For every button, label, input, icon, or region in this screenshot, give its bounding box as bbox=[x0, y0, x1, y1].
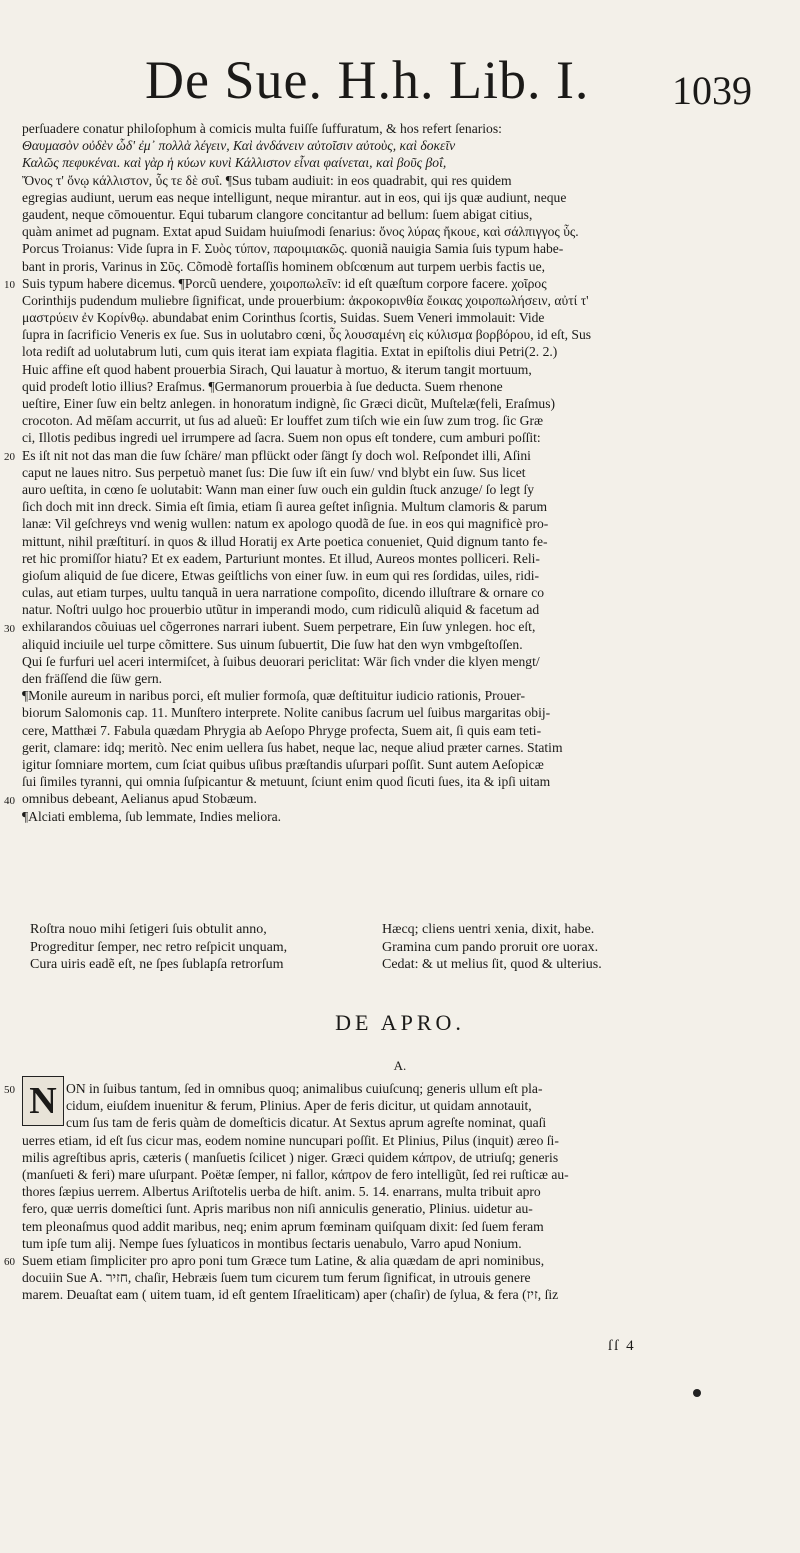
verse-line: Cedat: & ut melius ſit, quod & ulterius. bbox=[382, 957, 602, 972]
text-line: lota rediſt ad uolutabrum luti, cum quis iterat iam expiata flagitia. Extat in epiſtolis diui Petri(2. 2.) bbox=[22, 344, 558, 360]
margin-line-number: 40 bbox=[4, 794, 15, 807]
text-line: lanæ: Vil geſchreys vnd wenig wullen: natum ex apologo quodã de ſue. in eos qui magnificè pro- bbox=[22, 516, 549, 532]
text-line: ¶Monile aureum in naribus porci, eſt mulier formoſa, quæ deſtituitur iudicio rationis, Prouer- bbox=[22, 688, 526, 704]
text-line: uerres etiam, id eſt ſus cicur mas, eodem nomine nuncupari poſſit. Et Plinius, Pilus (inquit) æreo ſi- bbox=[22, 1132, 559, 1148]
text-line: igitur ſomniare mortem, cum ſciat quibus uſibus præſtandis uſurpari poſſit. Sunt autem Aeſopicæ bbox=[22, 756, 544, 772]
text-line: omnibus debeant, Aelianus apud Stobæum. bbox=[22, 791, 257, 807]
section-heading: DE APRO. bbox=[335, 1010, 465, 1035]
text-line: Suis typum habere dicemus. ¶Porcũ uendere, χοιροπωλεῖν: id eſt quæſtum corpore facere. χοῖρος bbox=[22, 275, 547, 291]
text-line: natur. Noſtri uulgo hoc prouerbio utũtur in imperandi modo, cum ridiculũ aliquid & facetum ad bbox=[22, 602, 540, 618]
text-line: perſuadere conatur philoſophum à comicis multa fuiſſe ſuffuratum, & hos refert ſenarios: bbox=[22, 121, 502, 136]
text-line: cere, Matthæi 7. Fabula quædam Phrygia ab Aeſopo Phryge profecta, Suem ait, ſi quis eam teti- bbox=[22, 722, 542, 738]
text-line: den fräſſend die ſüw gern. bbox=[22, 671, 163, 686]
running-title: De Sue. H.h. Lib. I. bbox=[145, 50, 590, 110]
text-line: ci, Illotis pedibus ingredi uel irrumpere ad ſacra. Suem non opus eſt tondere, cum amburi poſſit: bbox=[22, 430, 541, 446]
text-line: tum ipſe tum alij. Nempe ſues ſyluaticos in montibus ſectaris uenabulo, Varro apud Nonium. bbox=[22, 1235, 522, 1251]
text-line: ¶Alciati emblema, ſub lemmate, Indies meliora. bbox=[22, 808, 282, 824]
text-line: Qui ſe furfuri uel aceri intermiſcet, à ſuibus deuorari periclitat: Wär ſich vnder die klyen mengt/ bbox=[22, 653, 540, 669]
text-line: ueſtire, Einer ſuw ein beltz anlegen. in honoratum indignè, ſic Græci dicũt, Muſtelæ(feli, Eraſmus) bbox=[22, 396, 556, 411]
text-line: mittunt, nihil præſtiturí. in quos & illud Horatij ex Arte poetica conueniet, Quid dignum tanto fe- bbox=[22, 533, 548, 549]
text-line: bant in proris, Varinus in Σῦς. Cõmodè fortaſſis hominem obſcœnum aut turpem uerbis factis ue, bbox=[22, 258, 546, 274]
text-line: milis agreſtibus apris, cæteris ( manſuetis ſcilicet ) niger. Græci quidem κάπρον, de utriuſq; generis bbox=[22, 1149, 559, 1165]
apro-text-block bbox=[4, 1080, 780, 1303]
text-line: μαστρύειν ἐν Κορίνθῳ. abundabat enim Corinthus ſcortis, Suidas. Suem Veneri immolauit: Vide bbox=[22, 310, 545, 326]
verse-line: Roſtra nouo mihi ſetigeri ſuis obtulit anno, bbox=[30, 922, 267, 937]
margin-line-number: 10 bbox=[4, 278, 15, 291]
text-line: crocoton. Ad mēſam accurrit, ut ſus ad alueũ: Er louffet zum tiſch wie ein ſuw zum trog. ſic Græ bbox=[22, 413, 544, 429]
text-line: ſupra in ſacrificio Veneris ex ſue. Sus in uolutabro cœni, ὗς λουσαμένη εἰς κύλισμα βορβόρου, id eſt, Sus bbox=[22, 327, 592, 343]
text-line: cum ſus tam de feris quàm de domeſticis dicatur. At Sextus aprum agreſte nominat, quaſi bbox=[66, 1115, 547, 1131]
ink-dot bbox=[693, 1389, 701, 1397]
margin-line-number: 50 bbox=[4, 1084, 15, 1096]
signature-mark: ſſ 4 bbox=[608, 1338, 636, 1354]
verse-line: Progreditur ſemper, nec retro reſpicit unquam, bbox=[30, 939, 288, 955]
text-line: Καλῶς πεφυκέναι. καὶ γὰρ ἡ κύων κυνὶ Κάλλιστον εἶναι φαίνεται, καὶ βοῦς βοΐ, bbox=[22, 155, 447, 171]
text-line: Es iſt nit not das man die ſuw ſchäre/ man pflückt oder ſängt ſy doch wol. Reſpondet illi, Aſini bbox=[22, 447, 531, 463]
text-line: fero, quæ uerris domeſtici ſunt. Apris maribus non niſi anniculis generatio, Plinius. uidetur au- bbox=[22, 1201, 533, 1217]
text-line: ſui ſimiles tyranni, qui omnia ſuſpicantur & metuunt, ſciunt enim quod ſicuti ſues, ita & ipſi uitam bbox=[22, 774, 551, 790]
margin-line-number: 20 bbox=[4, 450, 15, 463]
verse-column-right bbox=[382, 921, 602, 974]
running-header bbox=[0, 40, 800, 120]
text-line: caput ne laues nitro. Sus perpetuò manet ſus: Die ſuw iſt ein ſuw/ vnd blybt ein ſuw. Sus licet bbox=[22, 464, 526, 480]
section-letter: A. bbox=[393, 1058, 407, 1073]
text-line: Θαυμασὸν οὐδὲν ὧδ' ἐμ᾿ πολλὰ λέγειν, Καὶ ἀνδάνειν αὐτοῖσιν αὐτοὺς, καὶ δοκεῖν bbox=[22, 138, 456, 154]
text-line: gaudent, neque cōmouentur. Equi tubarum clangore concitantur ad bellum: ſuem abigat citius, bbox=[22, 206, 533, 222]
page-number: 1039 bbox=[672, 68, 752, 113]
main-text-block bbox=[4, 120, 780, 825]
text-line: gioſum aliquid de ſue dicere, Etwas geiſtlichs von einer ſuw. in eum qui res ſordidas, uiles, ridi- bbox=[22, 567, 540, 583]
text-line: culas, aut etiam turpes, uultu tanquã in uera narratione compoſito, dicendo illuſtrare & ornare co bbox=[22, 585, 545, 601]
text-line: ON in ſuibus tantum, ſed in omnibus quoq; animalibus cuiuſcunq; generis ullum eſt pla- bbox=[66, 1081, 543, 1096]
text-line: ret hic promiſſor hiatu? Et ex eadem, Parturiunt montes. Et illud, Aureos montes polliceri. Reli- bbox=[22, 550, 540, 566]
initial-letter: N bbox=[29, 1080, 57, 1122]
text-line: ſich doch mit inn dreck. Simia eſt ſimia, etiam ſi aurea geſtet inſignia. Multum clamoris & parum bbox=[22, 499, 548, 515]
verse-column-left bbox=[30, 921, 287, 974]
text-line: egregias audiunt, uerum eas neque intelligunt, neque mirantur. aut in eos, qui ijs quæ audiunt, neque bbox=[22, 189, 567, 205]
text-line: tem pleonaſmus quod addit maribus, neq; enim aprum fœminam quiſquam dixit: ſed ſuem feram bbox=[22, 1218, 544, 1234]
verse-line: Cura uiris eadẽ eſt, ne ſpes ſublapſa retrorſum bbox=[30, 957, 284, 972]
text-line: thores ſæpius uerrem. Albertus Ariſtotelis uerba de hiſt. anim. 5. 14. enarrans, multa tribuit apro bbox=[22, 1184, 541, 1200]
text-line: Suem etiam ſimpliciter pro apro poni tum Græce tum Latine, & alia quædam de apri nominibus, bbox=[22, 1252, 545, 1268]
text-line: Huic affine eſt quod habent prouerbia Sirach, Qui lauatur à mortuo, & iterum tangit mortuum, bbox=[22, 361, 532, 377]
text-line: marem. Deuaſtat eam ( uitem tuam, id eſt gentem Iſraeliticam) aper (chaſir) de ſylua, & fera (זיז, ſiz bbox=[22, 1287, 559, 1303]
text-line: quid prodeſt lotio illius? Eraſmus. ¶Germanorum prouerbia à ſue deducta. Suem rhenone bbox=[22, 378, 503, 394]
text-line: Porcus Troianus: Vide ſupra in F. Συὸς τύπον, παροιμιακῶς. quoniã nauigia Samia ſuis typum habe- bbox=[22, 241, 564, 257]
margin-line-number: 30 bbox=[4, 622, 15, 635]
text-line: Corinthijs pudendum muliebre ſignificat, unde prouerbium: ἀκροκορινθία ἔοικας χοιροπωλήσειν, αὐτί τ' bbox=[22, 292, 589, 308]
verse-line: Hæcq; cliens uentri xenia, dixit, habe. bbox=[382, 922, 595, 937]
margin-line-number: 60 bbox=[4, 1256, 15, 1268]
text-line: gerit, clamare: idq; meritò. Nec enim uellera ſus habet, neque lac, neque aliud præter carnes. Statim bbox=[22, 739, 563, 755]
text-line: aliquid inciuile uel turpe cõmittere. Sus uinum ſubuertit, Die ſuw hat den wyn vmbgeſtoſſen. bbox=[22, 636, 523, 652]
text-line: cidum, eiuſdem inuenitur & ferum, Plinius. Aper de feris dicitur, ut quidam annotauit, bbox=[66, 1098, 532, 1114]
text-line: biorum Salomonis cap. 11. Munſtero interprete. Nolite canibus ſacrum uel ſuibus margaritas obij- bbox=[22, 705, 551, 721]
text-line: exhilarandos cõuiuas uel cõgerrones narrari iubent. Suem perpetrare, Ein ſuw ynlegen. hoc eſt, bbox=[22, 619, 536, 635]
text-line: auro ueſtita, in cœno ſe uolutabit: Wann man einer ſuw ouch ein guldin ſtuck anzuge/ ſo legt ſy bbox=[22, 481, 535, 497]
text-line: docuiin Sue A. חזיר, chaſir, Hebræis ſuem tum cicurem tum ferum ſignificat, in utrouis genere bbox=[22, 1270, 531, 1286]
verse-line: Gramina cum pando proruit ore uorax. bbox=[382, 939, 599, 955]
text-line: quàm animet ad pugnam. Extat apud Suidam huiuſmodi ſenarius: ὄνος λύρας ἤκουε, καὶ σάλπιγγος ὗς. bbox=[22, 224, 579, 240]
text-line: (manſueti & feri) mare uſurpant. Poëtæ ſemper, ni fallor, κάπρον de fero intelligũt, ſed rei ruſticæ au- bbox=[22, 1166, 569, 1182]
text-line: Ὄνος τ' ὄνῳ κάλλιστον, ὗς τε δὲ συΐ. ¶Sus tubam audiuit: in eos quadrabit, qui res quidem bbox=[22, 172, 512, 188]
